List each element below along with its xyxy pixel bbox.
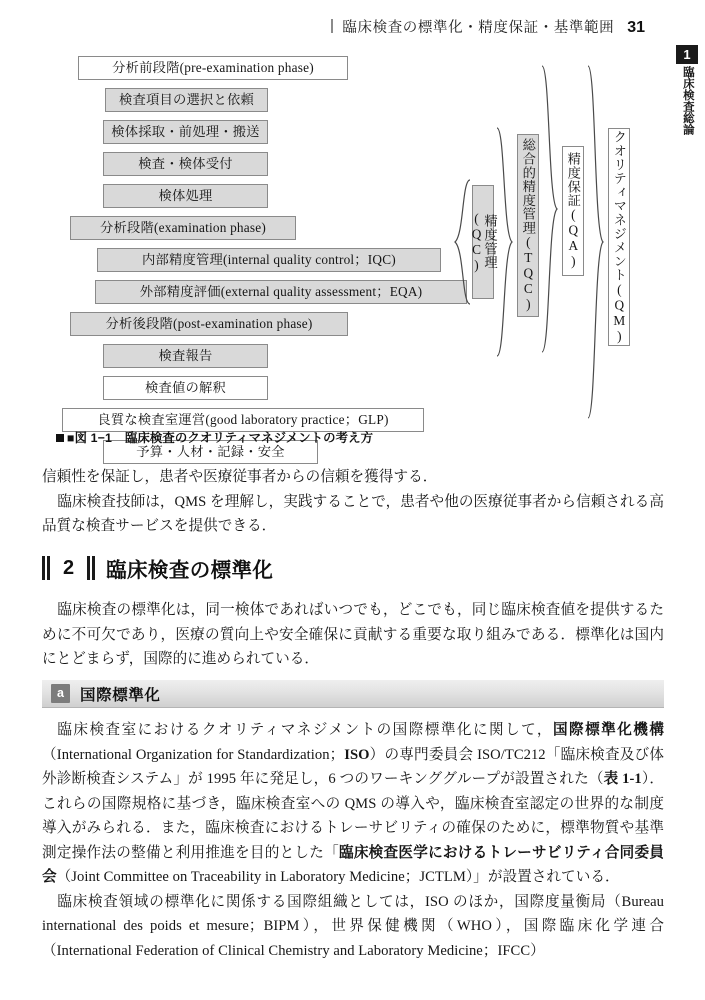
iso-text-4: ）．これらの国際規格に基づき，臨床検査室への QMS の導入や，臨床検査室認定の世界的な制度導入がみられる．また，臨床検査におけるトレーサビリティの確保のために，標準物質や基準測定操作法の整備と利用推進を目的とした「	[42, 771, 664, 861]
brace-qa	[540, 64, 560, 354]
paragraph-qms: 臨床検査技師は，QMS を理解し，実践することで，患者や他の医療従事者から信頼される高品質な検査サービスを提供できる．	[42, 493, 664, 534]
iso-bold-1: 国際標準化機構	[552, 722, 664, 738]
figure-box-examination-phase: 分析段階(examination phase)	[70, 216, 296, 240]
figure-box-external-quality-assessment: 外部精度評価(external quality assessment；EQA)	[95, 280, 467, 304]
figure-vbox-total-quality-control: 総合的精度管理(TQC)	[517, 134, 539, 317]
chapter-number-badge: 1	[676, 45, 698, 64]
figure-box-good-laboratory-practice: 良質な検査室運営(good laboratory practice；GLP)	[62, 408, 424, 432]
iso-bold-2: ISO	[344, 746, 370, 763]
figure-box-result-interpretation: 検査値の解釈	[103, 376, 268, 400]
figure-box-pre-examination-phase: 分析前段階(pre-examination phase)	[78, 56, 348, 80]
iso-bold-3: 表 1-1	[603, 771, 642, 787]
intro-text-block	[42, 465, 664, 539]
brace-tqc	[495, 126, 515, 358]
running-head	[331, 16, 645, 38]
figure-box-specimen-reception: 検査・検体受付	[103, 152, 268, 176]
figure-box-internal-quality-control: 内部精度管理(internal quality control；IQC)	[97, 248, 441, 272]
section-bars-right-icon	[87, 556, 95, 580]
section-title: 臨床検査の標準化	[106, 559, 274, 582]
paragraph-international-orgs: 臨床検査領域の標準化に関係する国際組織としては，ISO のほか，国際度量衡局（Bureau international des poids et mesure；BIPM），世界保健機関（WHO），国際臨床化学連合（International Federation of Clinical Chemistry and Laboratory Medicine；IFCC）	[42, 893, 664, 959]
paragraph-iso	[42, 718, 664, 890]
figure-1-1	[0, 48, 660, 460]
figure-caption	[56, 428, 373, 446]
figure-vbox-quality-management: クオリティマネジメント(QM)	[608, 128, 630, 346]
figure-box-test-selection-request: 検査項目の選択と依頼	[105, 88, 268, 112]
brace-qm	[586, 64, 606, 420]
chapter-thumb-tab	[676, 45, 698, 140]
figure-vbox-quality-control: 精度管理(QC)	[472, 185, 494, 299]
caption-square-icon	[56, 434, 64, 442]
figure-box-budget-staff-records-safety: 予算・人材・記録・安全	[103, 440, 318, 464]
iso-text-1: 臨床検査室におけるクオリティマネジメントの国際標準化に関して，	[57, 722, 553, 738]
figure-box-specimen-processing: 検体処理	[103, 184, 268, 208]
iso-bold-4: 臨床検査医学におけるトレーサビリティ合同委員会	[42, 844, 664, 885]
figure-box-test-report: 検査報告	[103, 344, 268, 368]
section-number: 2	[63, 556, 75, 579]
chapter-tab-label: 臨床検査総論	[681, 66, 694, 135]
iso-text-5: （Joint Committee on Traceability in Laboratory Medicine；JCTLM）」が設置されている．	[56, 869, 620, 885]
section-bars-left-icon	[42, 556, 50, 580]
running-head-title: 臨床検査の標準化・精度保証・基準範囲	[342, 20, 615, 36]
figure-caption-marker: ■図 1−1	[67, 431, 112, 445]
paragraph-standardization: 臨床検査の標準化は，同一検体であればいつでも，どこでも，同じ臨床検査値を提供するために不可欠であり，医療の質向上や安全確保に貢献する重要な取り組みである．標準化は国内にとどまらず，国際的に進められている．	[42, 602, 664, 667]
page-number: 31	[627, 19, 645, 36]
subsection-title: 国際標準化	[80, 686, 161, 704]
figure-vbox-quality-assurance: 精度保証(QA)	[562, 146, 584, 276]
section-heading-2	[42, 553, 273, 583]
figure-caption-title: 臨床検査のクオリティマネジメントの考え方	[124, 431, 374, 445]
iso-text-3: ）の専門委員会 ISO/TC212「臨床検査及び体外診断検査システム」が 1995 年に発足し，6 つのワーキンググループが設置された（	[42, 746, 664, 787]
section-2-text-block	[42, 598, 664, 672]
subsection-badge: a	[51, 684, 70, 703]
iso-text-2: （International Organization for Standardization；	[42, 746, 345, 763]
running-head-rule	[331, 19, 333, 33]
figure-box-specimen-collection: 検体採取・前処理・搬送	[103, 120, 268, 144]
subsection-a-text-block	[42, 718, 664, 963]
paragraph-continuation: 信頼性を保証し，患者や医療従事者からの信頼を獲得する．	[42, 469, 438, 485]
figure-box-post-examination-phase: 分析後段階(post-examination phase)	[70, 312, 348, 336]
subsection-header-bar	[42, 680, 664, 708]
